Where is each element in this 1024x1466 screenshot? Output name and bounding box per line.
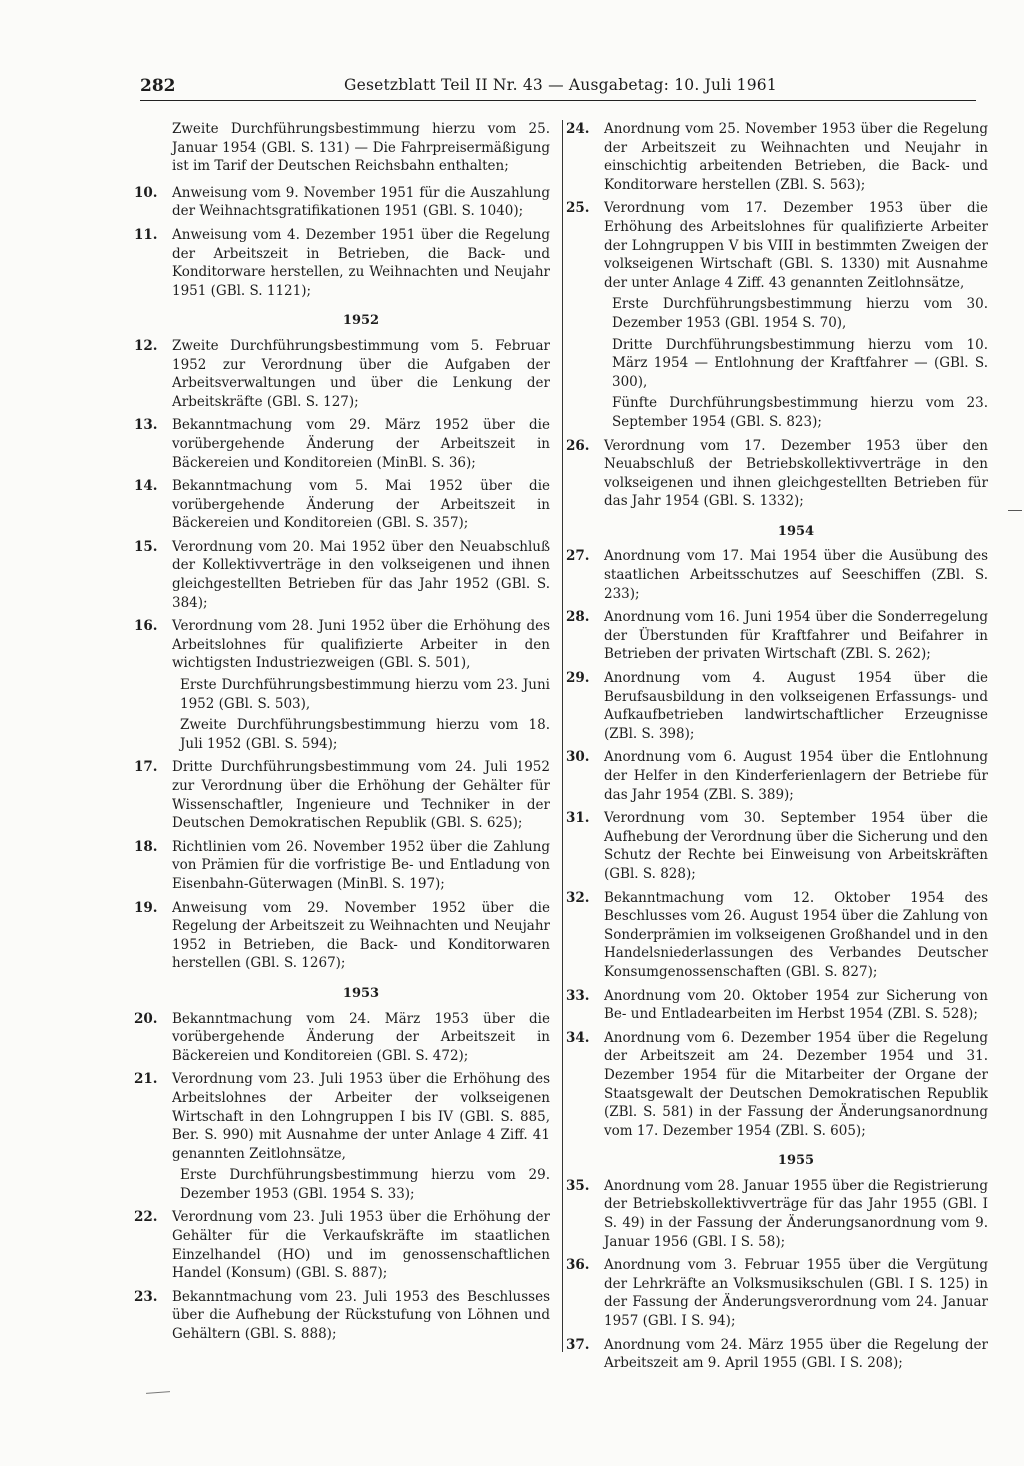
item-text: Verordnung vom 30. September 1954 über die Aufhebung der Verordnung über die Sicherung und den Schutz der Rechte bei Einweisung von Arbeitskräften (GBl. S. 828); — [604, 810, 988, 882]
item-sub-text: Fünfte Durchführungsbestimmung hierzu vom 23. September 1954 (GBl. S. 823); — [612, 395, 988, 430]
scan-mark — [1008, 510, 1022, 511]
item-text: Anordnung vom 24. März 1955 über die Regelung der Arbeitszeit am 9. April 1955 (GBl. I S. 208); — [604, 1336, 988, 1372]
item-number: 34. — [566, 1029, 590, 1046]
item-number: 15. — [134, 538, 158, 555]
list-item — [134, 337, 550, 411]
header-rule — [140, 100, 976, 101]
item-number: 27. — [566, 548, 590, 565]
item-text: Verordnung vom 23. Juli 1953 über die Erhöhung der Gehälter für die Verkaufskräfte im staatlichen Einzelhandel (HO) und im genossenschaftlichen Handel (Konsum) (GBl. S. 887); — [172, 1209, 550, 1282]
item-number: 18. — [134, 838, 158, 855]
items-1952 — [134, 337, 550, 612]
item-text: Anordnung vom 6. Dezember 1954 über die Regelung der Arbeitszeit am 24. Dezember 1954 und 31. Dezember 1954 für die Mitarbeiter der Organe der Staatsgewalt der Deutschen Demokratischen Republik (ZBl. S. 581) in der Fassung der Änderungsanordnung vom 17. Dezember 1954 (ZBl. S. 605); — [604, 1029, 988, 1139]
item-sub-text: Zweite Durchführungsbestimmung hierzu vom 18. Juli 1952 (GBl. S. 594); — [180, 717, 550, 752]
item-number: 23. — [134, 1288, 158, 1305]
item-text: Anordnung vom 17. Mai 1954 über die Ausübung des staatlichen Arbeitsschutzes auf Seeschiffen (ZBl. S. 233); — [604, 548, 988, 602]
item-text: Anordnung vom 3. Februar 1955 über die Vergütung der Lehrkräfte an Volksmusikschulen (GBl. I S. 125) in der Fassung der Änderungsverordnung vom 24. Januar 1957 (GBl. I S. 94); — [604, 1257, 988, 1330]
item-text: Verordnung vom 17. Dezember 1953 über den Neuabschluß der Betriebskollektivverträge in den volkseigenen und ihnen gleichgestellten Betrieben für das Jahr 1954 (GBl. S. 1332); — [604, 437, 988, 510]
item-number: 21. — [134, 1071, 158, 1088]
item-number: 12. — [134, 337, 158, 354]
items-1953-d — [566, 437, 988, 511]
list-item — [566, 1336, 988, 1373]
page-header — [140, 76, 980, 100]
items-1953 — [134, 1010, 550, 1066]
item-text: Anordnung vom 25. November 1953 über die Regelung der Arbeitszeit zu Weihnachten und Neujahr in einschichtig arbeitenden Betrieben, die Back- und Konditorware herstellen (ZBl. S. 563); — [604, 121, 988, 193]
item-number: 22. — [134, 1209, 158, 1226]
list-item — [566, 547, 988, 603]
item-text: Verordnung vom 20. Mai 1952 über den Neuabschluß der Kollektivverträge in den volkseigenen und ihnen gleichgestellten Betrieben für das Jahr 1952 (GBl. S. 384); — [172, 538, 550, 611]
item-text: Anordnung vom 6. August 1954 über die Entlohnung der Helfer in den Kinderferienlagern der Betriebe für das Jahr 1954 (ZBl. S. 389); — [604, 749, 988, 803]
item-text: Bekanntmachung vom 5. Mai 1952 über die vorübergehende Änderung der Arbeitszeit in Bäckereien und Konditoreien (GBl. S. 357); — [172, 478, 550, 532]
item-sub-text: Dritte Durchführungsbestimmung hierzu vom 10. März 1954 — Entlohnung der Kraftfahrer — (GBl. S. 300), — [612, 336, 988, 390]
item-text: Bekanntmachung vom 24. März 1953 über die vorübergehende Änderung der Arbeitszeit in Bäckereien und Konditoreien (GBl. S. 472); — [172, 1010, 550, 1064]
item-number: 36. — [566, 1257, 590, 1274]
list-item — [134, 184, 550, 221]
item-number: 30. — [566, 749, 590, 766]
list-item — [566, 608, 988, 664]
item-text: Zweite Durchführungsbestimmung vom 5. Februar 1952 zur Verordnung über die Aufgaben der Arbeitsverwaltungen und über die Lenkung der Arbeitskräfte (GBl. S. 127); — [172, 337, 550, 410]
right-column — [566, 120, 988, 1378]
item-number: 28. — [566, 609, 590, 626]
year-heading-1953: 1953 — [342, 985, 380, 1001]
list-item — [134, 899, 550, 973]
items-1953-b — [134, 1208, 550, 1343]
list-item — [566, 1177, 988, 1251]
item-number: 19. — [134, 899, 158, 916]
items-1953-c — [566, 120, 988, 194]
item-text: Anordnung vom 28. Januar 1955 über die Registrierung der Betriebskollektivverträge für das Jahr 1955 (GBl. I S. 49) in der Fassung der Änderungsanordnung vom 9. Januar 1956 (GBl. I S. 58); — [604, 1177, 988, 1250]
item-text: Verordnung vom 17. Dezember 1953 über die Erhöhung des Arbeitslohnes für qualifizierte Arbeiter der Lohngruppen V bis VIII in bestimmten Zweigen der volkseigenen Wirtschaft (GBl. S. 1330) mit Ausnahme der unter Anlage 4 Ziff. 43 genannten Zeitlohnsätze, — [604, 200, 988, 291]
list-item — [134, 477, 550, 533]
item-text: Anweisung vom 4. Dezember 1951 über die Regelung der Arbeitszeit in Betrieben, die Back- und Konditorware herstellen, zu Weihnachten und Neujahr 1951 (GBl. S. 1121); — [172, 226, 550, 299]
year-heading-1952: 1952 — [342, 313, 380, 329]
item-sub-text: Erste Durchführungsbestimmung hierzu vom 30. Dezember 1953 (GBl. 1954 S. 70), — [612, 296, 988, 331]
list-item — [566, 669, 988, 743]
list-item — [134, 1010, 550, 1066]
item-number: 25. — [566, 200, 590, 217]
item-number: 16. — [134, 618, 158, 635]
item-text: Anordnung vom 20. Oktober 1954 zur Sicherung von Be- und Entladearbeiten im Herbst 1954 (ZBl. S. 528); — [604, 987, 988, 1023]
item-text: Anordnung vom 16. Juni 1954 über die Sonderregelung der Überstunden für Kraftfahrer und Beifahrer in Betrieben der privaten Wirtschaft (ZBl. S. 262); — [604, 609, 988, 663]
item-text: Bekanntmachung vom 12. Oktober 1954 des Beschlusses vom 26. August 1954 über die Zahlung von Sonderprämien im volkseigenen Großhandel und in den Handelsniederlassungen des Verbandes Deutscher Konsumgenossenschaften (GBl. S. 827); — [604, 889, 988, 980]
list-item-25 — [566, 199, 988, 431]
list-item — [566, 1256, 988, 1330]
item-text: Bekanntmachung vom 29. März 1952 über die vorübergehende Änderung der Arbeitszeit in Bäckereien und Konditoreien (MinBl. S. 36); — [172, 417, 550, 471]
item-text: Anordnung vom 4. August 1954 über die Berufsausbildung in den volkseigenen Erfassungs- und Aufkaufbetrieben landwirtschaftlicher Erzeugnisse (ZBl. S. 398); — [604, 670, 988, 742]
page-number: 282 — [140, 76, 176, 96]
year-heading-1955: 1955 — [777, 1153, 815, 1169]
item-text: Verordnung vom 28. Juni 1952 über die Erhöhung des Arbeitslohnes für qualifizierte Arbeiter in den wichtigsten Industriezweigen (GBl. S. 501), — [172, 618, 550, 672]
list-item — [134, 1288, 550, 1344]
list-item — [134, 538, 550, 612]
scan-mark — [146, 1391, 170, 1394]
continuation-text: Zweite Durchführungsbestimmung hierzu vom 25. Januar 1954 (GBl. S. 131) — Die Fahrpreisermäßigung ist im Tarif der Deutschen Reichsbahn enthalten; — [172, 121, 550, 175]
items-1951 — [134, 184, 550, 301]
item-number: 29. — [566, 670, 590, 687]
items-1955 — [566, 1177, 988, 1373]
item-text: Bekanntmachung vom 23. Juli 1953 des Beschlusses über die Aufhebung der Rückstufung von Löhnen und Gehältern (GBl. S. 888); — [172, 1288, 550, 1343]
item-number: 31. — [566, 810, 590, 827]
item-number: 24. — [566, 121, 590, 137]
list-item-16 — [134, 617, 550, 753]
list-item — [134, 416, 550, 472]
item-text: Richtlinien vom 26. November 1952 über die Zahlung von Prämien für die vorfristige Be- und Entladung von Eisenbahn-Güterwagen (MinBl. S. 197); — [172, 838, 550, 892]
item-number: 33. — [566, 987, 590, 1004]
item-number: 20. — [134, 1010, 158, 1027]
year-heading-1954: 1954 — [777, 523, 815, 539]
item-text: Dritte Durchführungsbestimmung vom 24. Juli 1952 zur Verordnung über die Erhöhung der Gehälter für Wissenschaftler, Ingenieure und Techniker in der Deutschen Demokratischen Republik (GBl. S. 625); — [172, 759, 550, 832]
list-item — [134, 758, 550, 832]
list-item — [566, 889, 988, 982]
list-item — [134, 226, 550, 300]
item-number: 10. — [134, 184, 158, 201]
item-number: 32. — [566, 889, 590, 906]
item-sub-text: Erste Durchführungsbestimmung hierzu vom 23. Juni 1952 (GBl. S. 503), — [180, 677, 550, 712]
list-item — [566, 1029, 988, 1141]
item-text: Verordnung vom 23. Juli 1953 über die Erhöhung des Arbeitslohnes der Arbeiter der volkseigenen Wirtschaft in den Lohngruppen I bis IV (GBl. S. 885, Ber. S. 990) mit Ausnahme der unter Anlage 4 Ziff. 41 genannten Zeitlohnsätze, — [172, 1071, 550, 1162]
item-number: 13. — [134, 417, 158, 434]
column-divider — [562, 120, 563, 1352]
list-item — [566, 437, 988, 511]
items-1952-b — [134, 758, 550, 973]
left-column — [134, 120, 550, 1349]
item-text: Anweisung vom 9. November 1951 für die Auszahlung der Weihnachtsgratifikationen 1951 (GBl. S. 1040); — [172, 184, 550, 220]
item-text: Anweisung vom 29. November 1952 über die Regelung der Arbeitszeit zu Weihnachten und Neujahr 1952 in Betrieben, die Back- und Konditorwaren herstellen (GBl. S. 1267); — [172, 899, 550, 972]
list-item — [566, 120, 988, 194]
list-item — [566, 809, 988, 883]
list-item — [134, 838, 550, 894]
list-item-21 — [134, 1070, 550, 1203]
list-item — [566, 748, 988, 804]
item-number: 11. — [134, 226, 158, 243]
item-number: 35. — [566, 1177, 590, 1194]
gazette-title: Gesetzblatt Teil II Nr. 43 — Ausgabetag: 10. Juli 1961 — [344, 76, 777, 94]
item-number: 14. — [134, 478, 158, 495]
list-item — [134, 1208, 550, 1282]
item-number: 37. — [566, 1336, 590, 1353]
item-number: 17. — [134, 759, 158, 776]
items-1954 — [566, 547, 988, 1140]
item-number: 26. — [566, 437, 590, 454]
list-item — [566, 987, 988, 1024]
item-sub-text: Erste Durchführungsbestimmung hierzu vom 29. Dezember 1953 (GBl. 1954 S. 33); — [180, 1167, 550, 1202]
